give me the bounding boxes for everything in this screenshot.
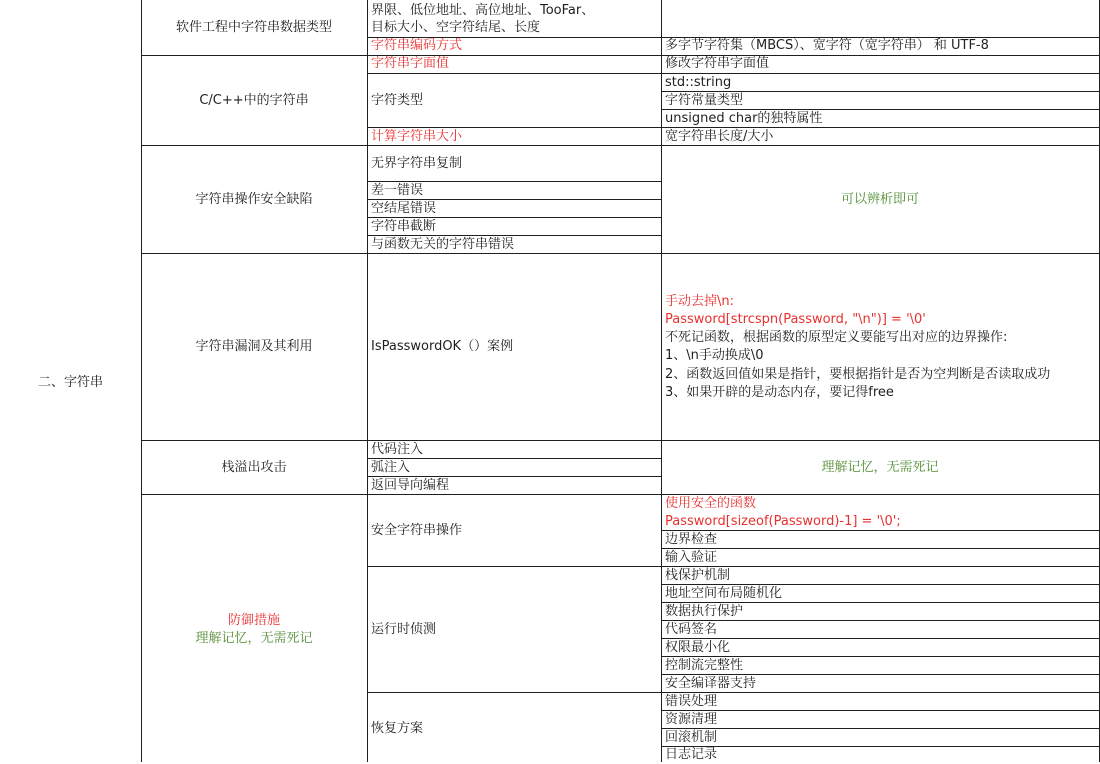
recovery-item: 日志记录 [665,747,718,762]
row-separator [141,440,1100,441]
category-defects: 字符串操作安全缺陷 [195,192,313,207]
runtime-item: 代码签名 [665,622,718,637]
section-title: 二、字符串 [37,375,103,390]
row-separator [661,746,1100,747]
category-cpp-strings: C/C++中的字符串 [199,93,309,108]
cpp-size-note: 宽字符串长度/大小 [665,129,774,144]
safe-ops-item: 边界检查 [665,532,718,547]
safe-ops-red: 使用安全的函数 [665,496,757,511]
defect-item: 空结尾错误 [371,201,437,216]
defense-note: 理解记忆，无需死记 [195,631,313,646]
overflow-item: 弧注入 [371,460,411,475]
safe-ops-red: Password[sizeof(Password)-1] = '\0'; [665,514,901,529]
vuln-note-red: 手动去掉\n: [665,294,734,309]
runtime-item: 控制流完整性 [665,658,744,673]
row-separator [141,253,1100,254]
defect-item: 无界字符串复制 [371,156,463,171]
safe-ops-item: 输入验证 [665,550,718,565]
runtime-item: 栈保护机制 [665,568,731,583]
row-separator [367,566,1100,567]
cpp-type-note: std::string [665,75,732,90]
runtime-item: 地址空间布局随机化 [665,586,783,601]
cpp-char-type: 字符类型 [371,93,424,108]
runtime-item: 数据执行保护 [665,604,744,619]
defense-recovery: 恢复方案 [371,721,424,736]
defect-item: 差一错误 [371,183,424,198]
col-divider-2 [367,0,368,762]
category-defense: 防御措施 [227,613,280,628]
row-separator [661,728,1100,729]
category-stack-overflow: 栈溢出攻击 [221,460,287,475]
vuln-note: 不死记函数，根据函数的原型定义要能写出对应的边界操作: [665,330,1008,345]
col-divider-3 [661,0,662,762]
cpp-type-note: 字符常量类型 [665,93,744,108]
recovery-item: 错误处理 [665,694,718,709]
vuln-case: IsPasswordOK（）案例 [371,339,514,354]
row-separator [141,494,1100,495]
types-bounds-line2: 目标大小、空字符结尾、长度 [371,20,541,35]
recovery-item: 资源清理 [665,712,718,727]
types-encoding: 字符串编码方式 [371,38,463,53]
row-separator [141,55,1100,56]
cpp-size: 计算字符串大小 [371,129,463,144]
overflow-note: 理解记忆，无需死记 [821,460,939,475]
row-separator [661,548,1100,549]
runtime-item: 权限最小化 [665,640,731,655]
row-separator [661,710,1100,711]
recovery-item: 回滚机制 [665,730,718,745]
vuln-note-red: Password[strcspn(Password, "\n")] = '\0' [665,312,926,327]
vuln-note: 2、函数返回值如果是指针，要根据指针是否为空判断是否读取成功 [665,367,1051,382]
vuln-note: 1、\n手动换成\0 [665,348,764,363]
overflow-item: 代码注入 [371,442,424,457]
types-encoding-note: 多字节字符集（MBCS）、宽字符（宽字符串） 和 UTF-8 [665,38,989,53]
cpp-type-note: unsigned char的独特属性 [665,111,823,126]
vuln-note: 3、如果开辟的是动态内存，要记得free [665,385,894,400]
category-vulnerabilities: 字符串漏洞及其利用 [195,339,313,354]
category-types: 软件工程中字符串数据类型 [175,20,332,35]
types-bounds-line1: 界限、低位地址、高位地址、TooFar、 [371,3,595,18]
defect-item: 与函数无关的字符串错误 [371,237,515,252]
row-separator [141,145,1100,146]
overflow-item: 返回导向编程 [371,478,450,493]
cpp-literal-note: 修改字符串字面值 [665,56,770,71]
defense-runtime: 运行时侦测 [371,622,437,637]
runtime-item: 安全编译器支持 [665,676,757,691]
defect-item: 字符串截断 [371,219,437,234]
defects-note: 可以辨析即可 [840,192,919,207]
cpp-literal: 字符串字面值 [371,56,450,71]
row-separator [367,73,1100,74]
defense-safe-ops: 安全字符串操作 [371,523,463,538]
